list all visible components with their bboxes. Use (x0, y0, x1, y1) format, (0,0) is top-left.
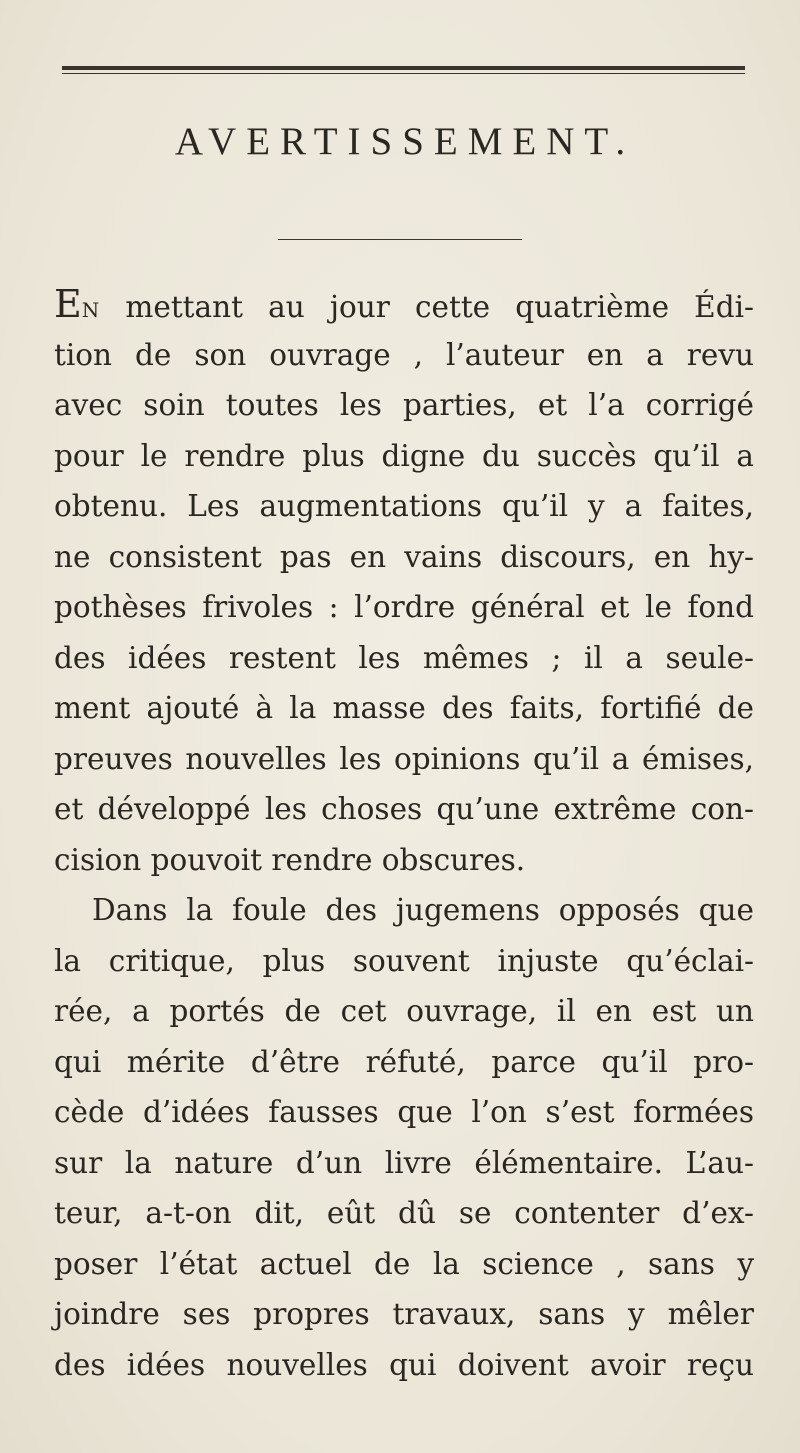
text-line: rée, a portés de cet ouvrage, il en est un (54, 994, 754, 1028)
text-line: et développé les choses qu’une extrême con- (54, 792, 754, 826)
text-line: avec soin toutes les parties, et l’a corrigé (54, 388, 754, 422)
paragraph-2-first-line: Dans la foule des jugemens opposés que (92, 893, 754, 927)
text-line: poser l’état actuel de la science , sans y (54, 1246, 754, 1281)
text-line: pothèses frivoles : l’ordre général et le fond (54, 590, 754, 624)
text-line: des idées nouvelles qui doivent avoir reçu (54, 1347, 754, 1382)
paragraph-1-first-line (54, 279, 754, 330)
text-line: teur, a-t-on dit, eût dû se contenter d’ex- (54, 1196, 754, 1230)
top-rule-thin (62, 73, 745, 74)
title-rule (278, 239, 522, 240)
small-caps: N (81, 298, 101, 322)
text-line: cède d’idées fausses que l’on s’est formées (54, 1095, 754, 1129)
text-line: des idées restent les mêmes ; il a seule- (54, 640, 754, 675)
top-rule-thick (62, 66, 745, 70)
text-line: joindre ses propres travaux, sans y mêler (54, 1297, 754, 1331)
text-line: tion de son ouvrage , l’auteur en a revu (54, 337, 754, 372)
text-line: ment ajouté à la masse des faits, fortifié de (54, 691, 754, 725)
text-line: preuves nouvelles les opinions qu’il a émises, (54, 741, 754, 776)
body-text (54, 279, 754, 1390)
paragraph-1-last-line: cision pouvoit rendre obscures. (54, 842, 526, 877)
text-line: obtenu. Les augmentations qu’il y a faites, (54, 489, 754, 523)
text-line: la critique, plus souvent injuste qu’éclai- (54, 943, 754, 978)
text-line: ne consistent pas en vains discours, en hy- (54, 539, 754, 574)
first-line-rest: mettant au jour cette quatrième Édi- (100, 290, 754, 324)
text-line: sur la nature d’un livre élémentaire. L’au- (54, 1145, 754, 1180)
drop-cap: E (54, 282, 82, 326)
text-line: qui mérite d’être réfuté, parce qu’il pro- (54, 1044, 754, 1079)
page-title: AVERTISSEMENT. (174, 120, 636, 163)
text-line: pour le rendre plus digne du succès qu’il a (54, 438, 754, 473)
